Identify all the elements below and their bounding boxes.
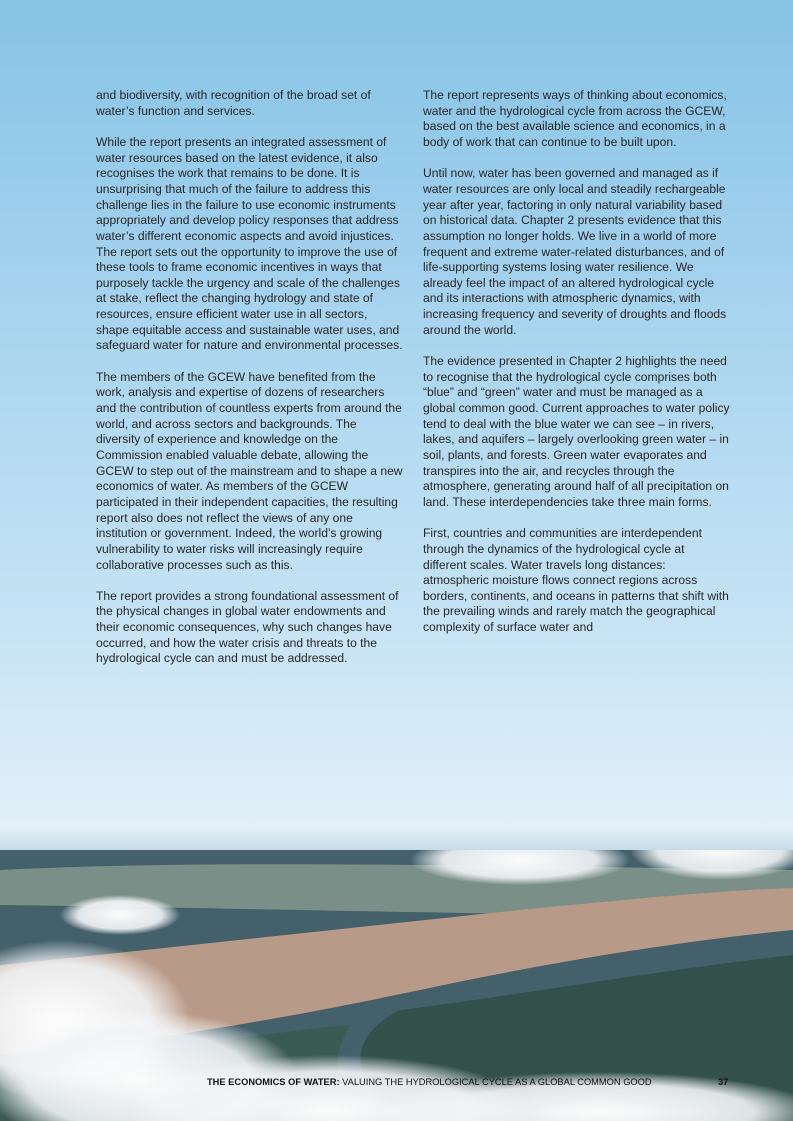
running-title-rest: VALUING THE HYDROLOGICAL CYCLE AS A GLOBAL COMMON GOOD: [339, 1077, 652, 1087]
paragraph: First, countries and communities are interdependent through the dynamics of the hydrological cycle at different scales. Water travels long distances: atmospheric moisture flows connect regions across borders, continents, and oceans in patterns that shift with the prevailing winds and rarely match the geographical complexity of surface water and: [423, 526, 729, 635]
paragraph: The members of the GCEW have benefited from the work, analysis and expertise of dozens of researchers and the contribution of countless experts from around the world, and across sectors and backgrounds. The diversity of experience and knowledge on the Commission enabled valuable debate, allowing the GCEW to step out of the mainstream and to shape a new economics of water. As members of the GCEW participated in their independent capacities, the resulting report also does not reflect the views of any one institution or government. Indeed, the world’s growing vulnerability to water risks will increasingly require collaborative processes such as this.: [96, 369, 403, 572]
page-number: 37: [718, 1077, 729, 1087]
paragraph: While the report presents an integrated assessment of water resources based on the latest evidence, it also recognises the work that remains to be done. It is unsurprising that much of the failure to address this challenge lies in the failure to use economic instruments appropriately and develop policy responses that address water’s different economic aspects and avoid injustices. The report sets out the opportunity to improve the use of these tools to frame economic incentives in ways that purposely tackle the urgency and scale of the challenges at stake, reflect the changing hydrology and state of resources, ensure efficient water use in all sectors, shape equitable access and sustainable water uses, and safeguard water for nature and environmental processes.: [96, 134, 403, 353]
paragraph: The report provides a strong foundational assessment of the physical changes in global water endowments and their economic consequences, why such changes have occurred, and how the water crisis and threats to the hydrological cycle can and must be addressed.: [96, 588, 399, 666]
paragraph: Until now, water has been governed and managed as if water resources are only local and steadily rechargeable year after year, factoring in only natural variability based on historical data. Chapter 2 presents evidence that this assumption no longer holds. We live in a world of more frequent and extreme water-related disturbances, and of life-supporting systems losing water resilience. We already feel the impact of an altered hydrological cycle and its interactions with atmospheric dynamics, with increasing frequency and severity of droughts and floods around the world.: [423, 166, 727, 337]
paragraph: The evidence presented in Chapter 2 highlights the need to recognise that the hydrological cycle comprises both “blue” and “green” water and must be managed as a global common good. Current approaches to water policy tend to deal with the blue water we can see – in rivers, lakes, and aquifers – largely overlooking green water – in soil, plants, and forests. Green water evaporates and transpires into the air, and recycles through the atmosphere, generating around half of all precipitation on land. These interdependencies take three main forms.: [423, 354, 730, 509]
page-footer: [0, 1077, 793, 1091]
paragraph: and biodiversity, with recognition of the broad set of water’s function and services.: [96, 88, 371, 118]
running-title: [207, 1077, 652, 1087]
right-text-column: [423, 88, 730, 651]
running-title-bold: THE ECONOMICS OF WATER:: [207, 1077, 340, 1087]
paragraph: The report represents ways of thinking about economics, water and the hydrological cycle from across the GCEW, based on the best available science and economics, in a body of work that can continue to be built upon.: [423, 88, 727, 149]
left-text-column: [96, 88, 403, 683]
